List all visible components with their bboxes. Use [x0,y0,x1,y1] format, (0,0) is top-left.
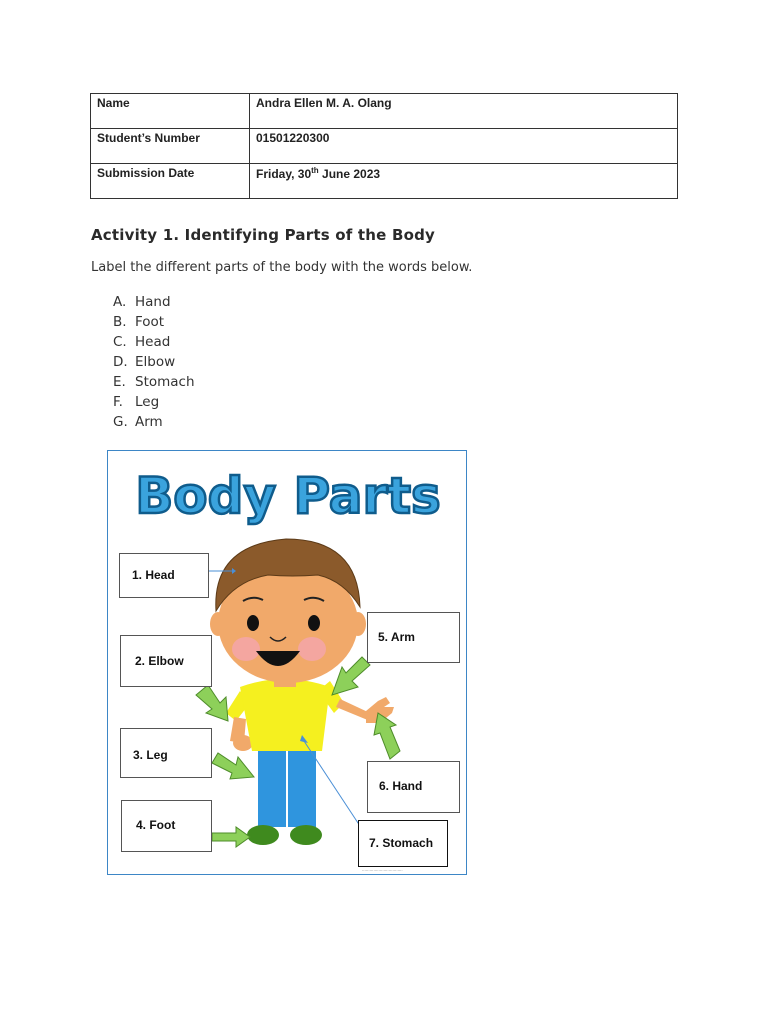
label-leg [120,728,212,778]
left-shoe [247,825,279,845]
activity-instructions: Label the different parts of the body with the words below. [91,260,473,275]
list-word: Hand [135,294,171,310]
body-parts-figure [107,450,467,875]
hand-arrow [374,713,400,759]
right-arm [336,699,370,721]
word-list [113,292,195,432]
label-arm-text: 5. Arm [378,630,415,644]
list-item [113,352,195,372]
list-item [113,332,195,352]
student-number-value: 01501220300 [250,129,678,164]
list-letter: C. [113,334,127,350]
label-foot-text: 4. Foot [136,818,176,832]
label-hand-text: 6. Hand [379,779,423,793]
right-cheek [298,637,326,661]
elbow-arrow [196,685,228,721]
figure-caption-mark: ................................ [362,867,403,872]
date-suffix: th [311,166,319,175]
list-letter: E. [113,374,126,390]
list-word: Elbow [135,354,176,370]
label-arm [367,612,460,663]
list-item [113,312,195,332]
pants [258,749,316,827]
figure-title: Body Parts [135,467,441,525]
label-stomach-text: 7. Stomach [369,836,434,850]
submission-date-value [250,164,678,199]
list-letter: D. [113,354,128,370]
list-word: Leg [135,394,160,410]
submission-date-label: Submission Date [91,164,250,199]
name-row [91,94,678,129]
label-elbow [120,635,212,687]
label-stomach [358,820,448,867]
list-letter: A. [113,294,127,310]
right-eye [308,615,320,631]
student-number-label: Student’s Number [91,129,250,164]
list-item [113,372,195,392]
left-eye [247,615,259,631]
label-head [119,553,209,598]
leg-arrow [212,753,254,779]
name-label: Name [91,94,250,129]
list-letter: B. [113,314,127,330]
foot-arrow [212,827,250,847]
student-info-table [90,93,678,199]
student-number-row [91,129,678,164]
label-head-text: 1. Head [132,568,175,582]
list-word: Stomach [135,374,195,390]
name-value: Andra Ellen M. A. Olang [250,94,678,129]
list-letter: F. [113,394,123,410]
label-elbow-text: 2. Elbow [135,654,184,668]
label-foot [121,800,212,852]
list-item [113,412,195,432]
left-cheek [232,637,260,661]
list-item [113,392,195,412]
list-word: Foot [135,314,165,330]
shirt [240,679,330,751]
date-text: Friday, 30 [256,167,312,181]
submission-date-row [91,164,678,199]
list-word: Head [135,334,171,350]
right-shoe [290,825,322,845]
activity-heading: Activity 1. Identifying Parts of the Body [91,226,436,244]
label-leg-text: 3. Leg [133,748,168,762]
list-item [113,292,195,312]
date-month-year: June 2023 [318,167,381,181]
list-letter: G. [113,414,128,430]
list-word: Arm [135,414,163,430]
label-hand [367,761,460,813]
